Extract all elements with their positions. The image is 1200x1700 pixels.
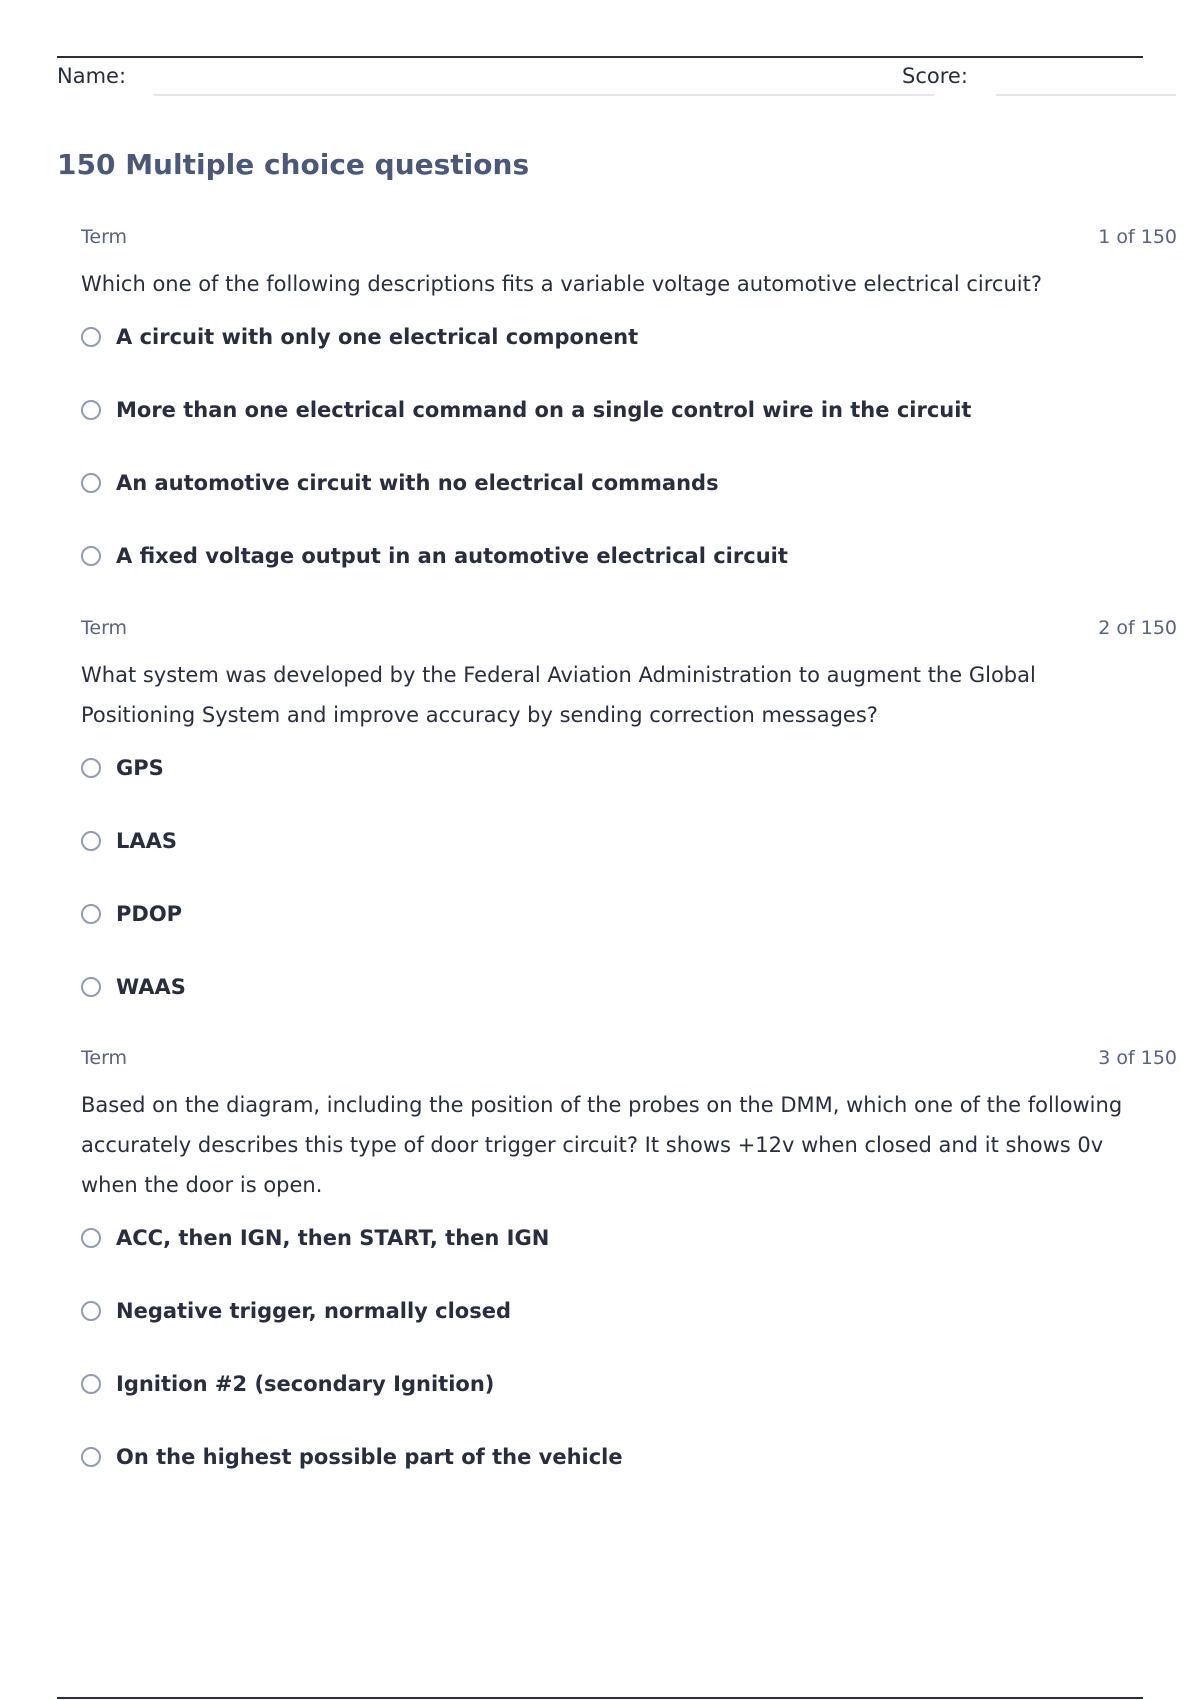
radio-button-icon[interactable] <box>81 904 101 924</box>
answer-option[interactable] <box>81 749 1177 787</box>
answer-option-label: A fixed voltage output in an automotive electrical circuit <box>116 544 788 568</box>
radio-button-icon[interactable] <box>81 546 101 566</box>
answer-option[interactable] <box>81 537 1177 575</box>
page-title: 150 Multiple choice questions <box>57 148 530 181</box>
radio-button-icon[interactable] <box>81 758 101 778</box>
score-label: Score: <box>902 64 968 88</box>
answer-option[interactable] <box>81 968 1177 1006</box>
answer-option-label: Negative trigger, normally closed <box>116 1299 511 1323</box>
answer-option[interactable] <box>81 1219 1177 1257</box>
answer-option-label: GPS <box>116 756 164 780</box>
answer-option[interactable] <box>81 1365 1177 1403</box>
answer-option[interactable] <box>81 895 1177 933</box>
answer-option[interactable] <box>81 318 1177 356</box>
radio-button-icon[interactable] <box>81 1447 101 1467</box>
question-prompt: Which one of the following descriptions fits a variable voltage automotive electrical circuit? <box>81 272 1042 296</box>
term-label: Term <box>81 226 128 248</box>
answer-option-label: Ignition #2 (secondary Ignition) <box>116 1372 495 1396</box>
name-label: Name: <box>57 64 127 88</box>
answer-option-label: More than one electrical command on a single control wire in the circuit <box>116 398 972 422</box>
question-2 <box>81 617 1177 1041</box>
term-label: Term <box>81 1047 128 1069</box>
answer-option[interactable] <box>81 464 1177 502</box>
answer-option-label: On the highest possible part of the vehicle <box>116 1445 623 1469</box>
answer-option[interactable] <box>81 1292 1177 1330</box>
radio-button-icon[interactable] <box>81 327 101 347</box>
answer-option-label: A circuit with only one electrical component <box>116 325 639 349</box>
question-counter: 2 of 150 <box>1098 617 1177 639</box>
answer-option-label: ACC, then IGN, then START, then IGN <box>116 1226 550 1250</box>
question-header <box>81 1047 1177 1077</box>
answer-option-label: PDOP <box>116 902 183 926</box>
bottom-divider <box>57 1697 1143 1699</box>
radio-button-icon[interactable] <box>81 400 101 420</box>
answer-option[interactable] <box>81 391 1177 429</box>
term-label: Term <box>81 617 128 639</box>
top-divider <box>57 56 1143 58</box>
answer-option[interactable] <box>81 822 1177 860</box>
radio-button-icon[interactable] <box>81 1301 101 1321</box>
name-field[interactable] <box>154 94 934 96</box>
worksheet-header <box>57 62 1177 102</box>
question-1 <box>81 226 1177 610</box>
answer-options <box>81 1219 1177 1476</box>
question-header <box>81 617 1177 647</box>
answer-option[interactable] <box>81 1438 1177 1476</box>
question-prompt: What system was developed by the Federal Aviation Administration to augment the Global Positioning System and improve accuracy by sending correction messages? <box>81 663 1036 727</box>
question-counter: 1 of 150 <box>1098 226 1177 248</box>
radio-button-icon[interactable] <box>81 473 101 493</box>
radio-button-icon[interactable] <box>81 1228 101 1248</box>
radio-button-icon[interactable] <box>81 1374 101 1394</box>
radio-button-icon[interactable] <box>81 831 101 851</box>
question-counter: 3 of 150 <box>1098 1047 1177 1069</box>
answer-options <box>81 749 1177 1006</box>
question-prompt: Based on the diagram, including the position of the probes on the DMM, which one of the following accurately describes this type of door trigger circuit? It shows +12v when closed and it shows 0v when the door is open. <box>81 1093 1123 1197</box>
question-3 <box>81 1047 1177 1511</box>
question-header <box>81 226 1177 256</box>
answer-options <box>81 318 1177 575</box>
radio-button-icon[interactable] <box>81 977 101 997</box>
score-field[interactable] <box>996 94 1176 96</box>
answer-option-label: WAAS <box>116 975 186 999</box>
answer-option-label: An automotive circuit with no electrical commands <box>116 471 719 495</box>
answer-option-label: LAAS <box>116 829 178 853</box>
